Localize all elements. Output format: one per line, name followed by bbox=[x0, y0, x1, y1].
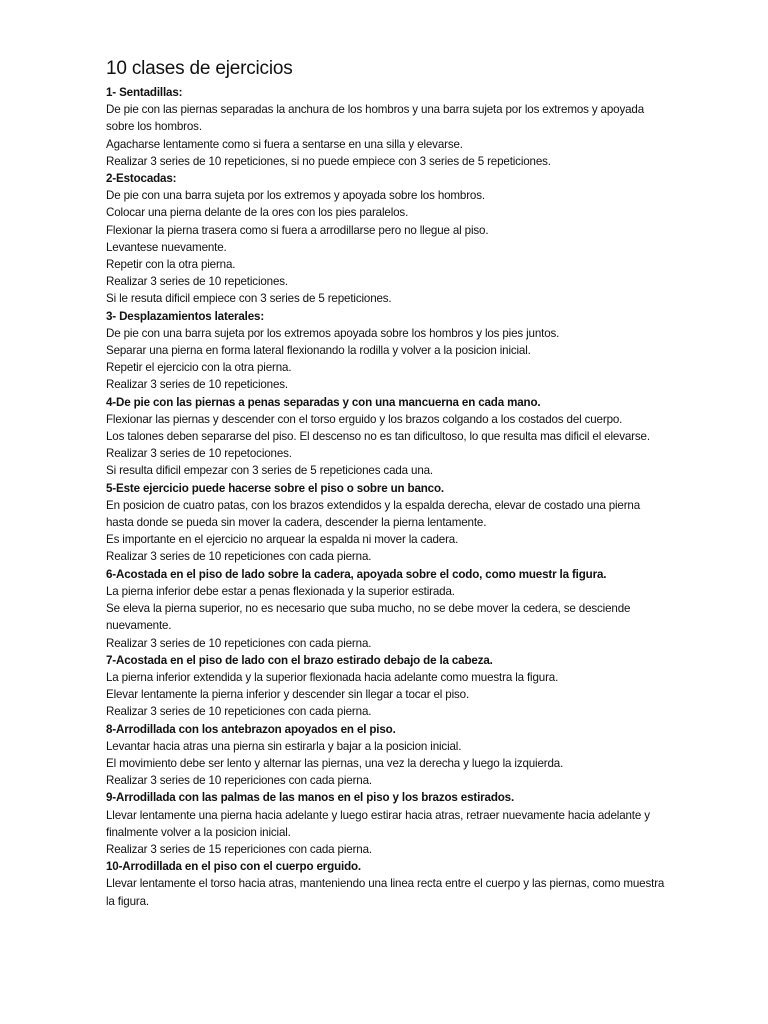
exercise-line: Los talones deben separarse del piso. El descenso no es tan dificultoso, lo que resulta mas dificil el elevarse. bbox=[106, 430, 650, 444]
exercise-line: Realizar 3 series de 15 repericiones con cada pierna. bbox=[106, 842, 372, 856]
exercise-heading: 2-Estocadas: bbox=[106, 172, 177, 186]
exercise-line: Realizar 3 series de 10 repeticiones. bbox=[106, 378, 288, 392]
exercise-line: De pie con una barra sujeta por los extremos apoyada sobre los hombros y los pies juntos. bbox=[106, 326, 560, 340]
exercise-line: Separar una pierna en forma lateral flexionando la rodilla y volver a la posicion inicial. bbox=[106, 344, 531, 358]
exercise-line: Realizar 3 series de 10 repeticiones con cada pierna. bbox=[106, 636, 372, 650]
exercise-line: La pierna inferior debe estar a penas flexionada y la superior estirada. bbox=[106, 584, 455, 598]
exercise-line: Si resulta dificil empezar con 3 series de 5 repeticiones cada una. bbox=[106, 464, 433, 478]
document-page bbox=[106, 58, 666, 910]
document-title: 10 clases de ejercicios bbox=[106, 58, 293, 79]
exercise-line: Repetir con la otra pierna. bbox=[106, 258, 236, 272]
exercise-line: Llevar lentamente una pierna hacia adelante y luego estirar hacia atras, retraer nuevamente hacia adelante y finalmente volver a la posicion inicial. bbox=[106, 808, 650, 839]
exercise-heading: 3- Desplazamientos laterales: bbox=[106, 309, 265, 323]
exercise-line: Realizar 3 series de 10 repeticiones con cada pierna. bbox=[106, 705, 372, 719]
exercise-line: Si le resuta dificil empiece con 3 series de 5 repeticiones. bbox=[106, 292, 392, 306]
exercise-heading: 4-De pie con las piernas a penas separadas y con una mancuerna en cada mano. bbox=[106, 395, 541, 409]
exercise-line: Es importante en el ejercicio no arquear la espalda ni mover la cadera. bbox=[106, 533, 459, 547]
exercise-heading: 9-Arrodillada con las palmas de las manos en el piso y los brazos estirados. bbox=[106, 791, 515, 805]
exercise-line: Colocar una pierna delante de la ores con los pies paralelos. bbox=[106, 206, 409, 220]
exercise-heading: 5-Este ejercicio puede hacerse sobre el piso o sobre un banco. bbox=[106, 481, 444, 495]
exercise-line: De pie con las piernas separadas la anchura de los hombros y una barra sujeta por los extremos y apoyada sobre los hombros. bbox=[106, 103, 644, 134]
exercise-line: Elevar lentamente la pierna inferior y descender sin llegar a tocar el piso. bbox=[106, 688, 470, 702]
exercise-heading: 10-Arrodillada en el piso con el cuerpo erguido. bbox=[106, 860, 362, 874]
exercise-line: Repetir el ejercicio con la otra pierna. bbox=[106, 361, 292, 375]
exercise-line: Levantese nuevamente. bbox=[106, 240, 227, 254]
exercise-list bbox=[106, 84, 666, 910]
exercise-line: De pie con una barra sujeta por los extremos y apoyada sobre los hombros. bbox=[106, 189, 485, 203]
exercise-line: Flexionar las piernas y descender con el torso erguido y los brazos colgando a los costados del cuerpo. bbox=[106, 412, 623, 426]
exercise-line: Se eleva la pierna superior, no es necesario que suba mucho, no se debe mover la cedera, se desciende nuevamente. bbox=[106, 602, 631, 633]
exercise-line: El movimiento debe ser lento y alternar las piernas, una vez la derecha y luego la izquierda. bbox=[106, 756, 564, 770]
exercise-line: Realizar 3 series de 10 repeticiones. bbox=[106, 275, 288, 289]
exercise-line: Flexionar la pierna trasera como si fuera a arrodillarse pero no llegue al piso. bbox=[106, 223, 489, 237]
exercise-line: Llevar lentamente el torso hacia atras, manteniendo una linea recta entre el cuerpo y las piernas, como muestra la figura. bbox=[106, 877, 665, 908]
exercise-line: Realizar 3 series de 10 repeticiones con cada pierna. bbox=[106, 550, 372, 564]
exercise-heading: 6-Acostada en el piso de lado sobre la cadera, apoyada sobre el codo, como muestr la figura. bbox=[106, 567, 607, 581]
exercise-line: En posicion de cuatro patas, con los brazos extendidos y la espalda derecha, elevar de costado una pierna hasta donde se pueda sin mover la cadera, descender la pierna lentamente. bbox=[106, 498, 641, 530]
exercise-line: Realizar 3 series de 10 repericiones con cada pierna. bbox=[106, 774, 372, 788]
exercise-line: Levantar hacia atras una pierna sin estirarla y bajar a la posicion inicial. bbox=[106, 739, 462, 753]
exercise-line: Agacharse lentamente como si fuera a sentarse en una silla y elevarse. bbox=[106, 137, 463, 151]
exercise-line: La pierna inferior extendida y la superior flexionada hacia adelante como muestra la figura. bbox=[106, 670, 559, 684]
exercise-heading: 7-Acostada en el piso de lado con el brazo estirado debajo de la cabeza. bbox=[106, 653, 493, 667]
exercise-line: Realizar 3 series de 10 repetociones. bbox=[106, 447, 292, 461]
exercise-heading: 8-Arrodillada con los antebrazon apoyados en el piso. bbox=[106, 722, 396, 736]
exercise-heading: 1- Sentadillas: bbox=[106, 86, 183, 99]
exercise-line: Realizar 3 series de 10 repeticiones, si no puede empiece con 3 series de 5 repeticiones. bbox=[106, 154, 551, 168]
